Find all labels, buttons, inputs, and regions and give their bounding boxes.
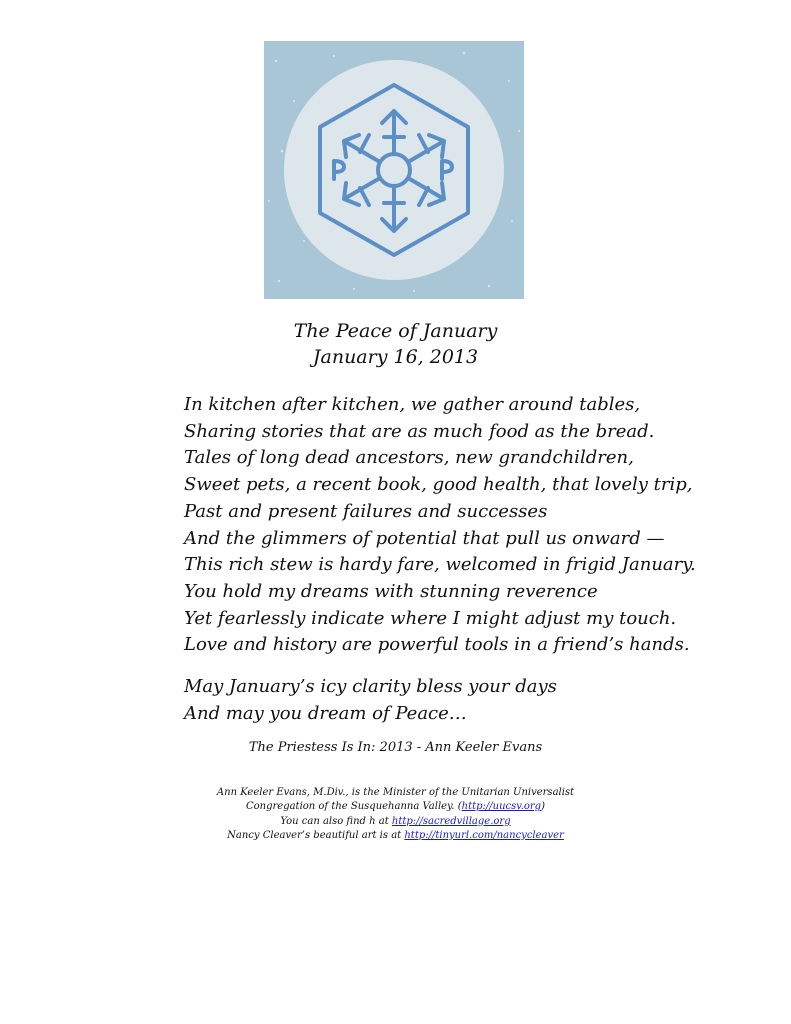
poem-line: You hold my dreams with stunning reverence <box>184 580 598 602</box>
poem-body <box>184 392 784 659</box>
footer-bio: Ann Keeler Evans, M.Div., is the Minister of the Unitarian Universalist <box>216 787 575 798</box>
poem-line: Tales of long dead ancestors, new grandchildren, <box>184 447 634 469</box>
poem-date: January 16, 2013 <box>312 346 479 368</box>
closing-line: May January’s icy clarity bless your days <box>184 676 557 697</box>
closing-line: And may you dream of Peace… <box>184 702 467 724</box>
sacredvillage-link[interactable]: http://sacredvillage.org <box>391 815 511 827</box>
footer-congregation-text: Congregation of the Susquehanna Valley. ( <box>245 801 462 813</box>
footer-art-text: Nancy Cleaver’s beautiful art is at <box>227 829 405 841</box>
snowflake-peace-icon <box>264 41 524 299</box>
poem-line: Past and present failures and successes <box>184 500 548 522</box>
snowflake-artwork <box>264 41 524 299</box>
poem-line: Yet fearlessly indicate where I might adjust my touch. <box>184 607 677 629</box>
poem-line: This rich stew is hardy fare, welcomed in frigid January. <box>184 554 696 576</box>
poem-title: The Peace of January <box>293 320 498 342</box>
author-footer <box>0 786 791 843</box>
uucsv-link[interactable]: http://uucsv.org <box>461 801 542 813</box>
footer-find-text: You can also find h at <box>280 815 392 827</box>
footer-sacredvillage <box>0 815 791 829</box>
poem-line: In kitchen after kitchen, we gather around tables, <box>184 394 641 415</box>
poem-line: Love and history are powerful tools in a friend’s hands. <box>184 634 690 656</box>
footer-art-credit <box>0 829 791 843</box>
nancycleaver-link[interactable]: http://tinyurl.com/nancycleaver <box>404 829 564 841</box>
footer-paren-close: ) <box>541 801 545 813</box>
attribution: The Priestess Is In: 2013 - Ann Keeler Evans <box>248 740 543 755</box>
poem-line: Sweet pets, a recent book, good health, that lovely trip, <box>184 474 693 496</box>
footer-congregation <box>0 800 791 814</box>
poem-closing <box>184 674 784 727</box>
poem-line: And the glimmers of potential that pull us onward — <box>184 527 665 549</box>
poem-title-block <box>0 318 791 370</box>
poem-line: Sharing stories that are as much food as the bread. <box>184 420 655 442</box>
